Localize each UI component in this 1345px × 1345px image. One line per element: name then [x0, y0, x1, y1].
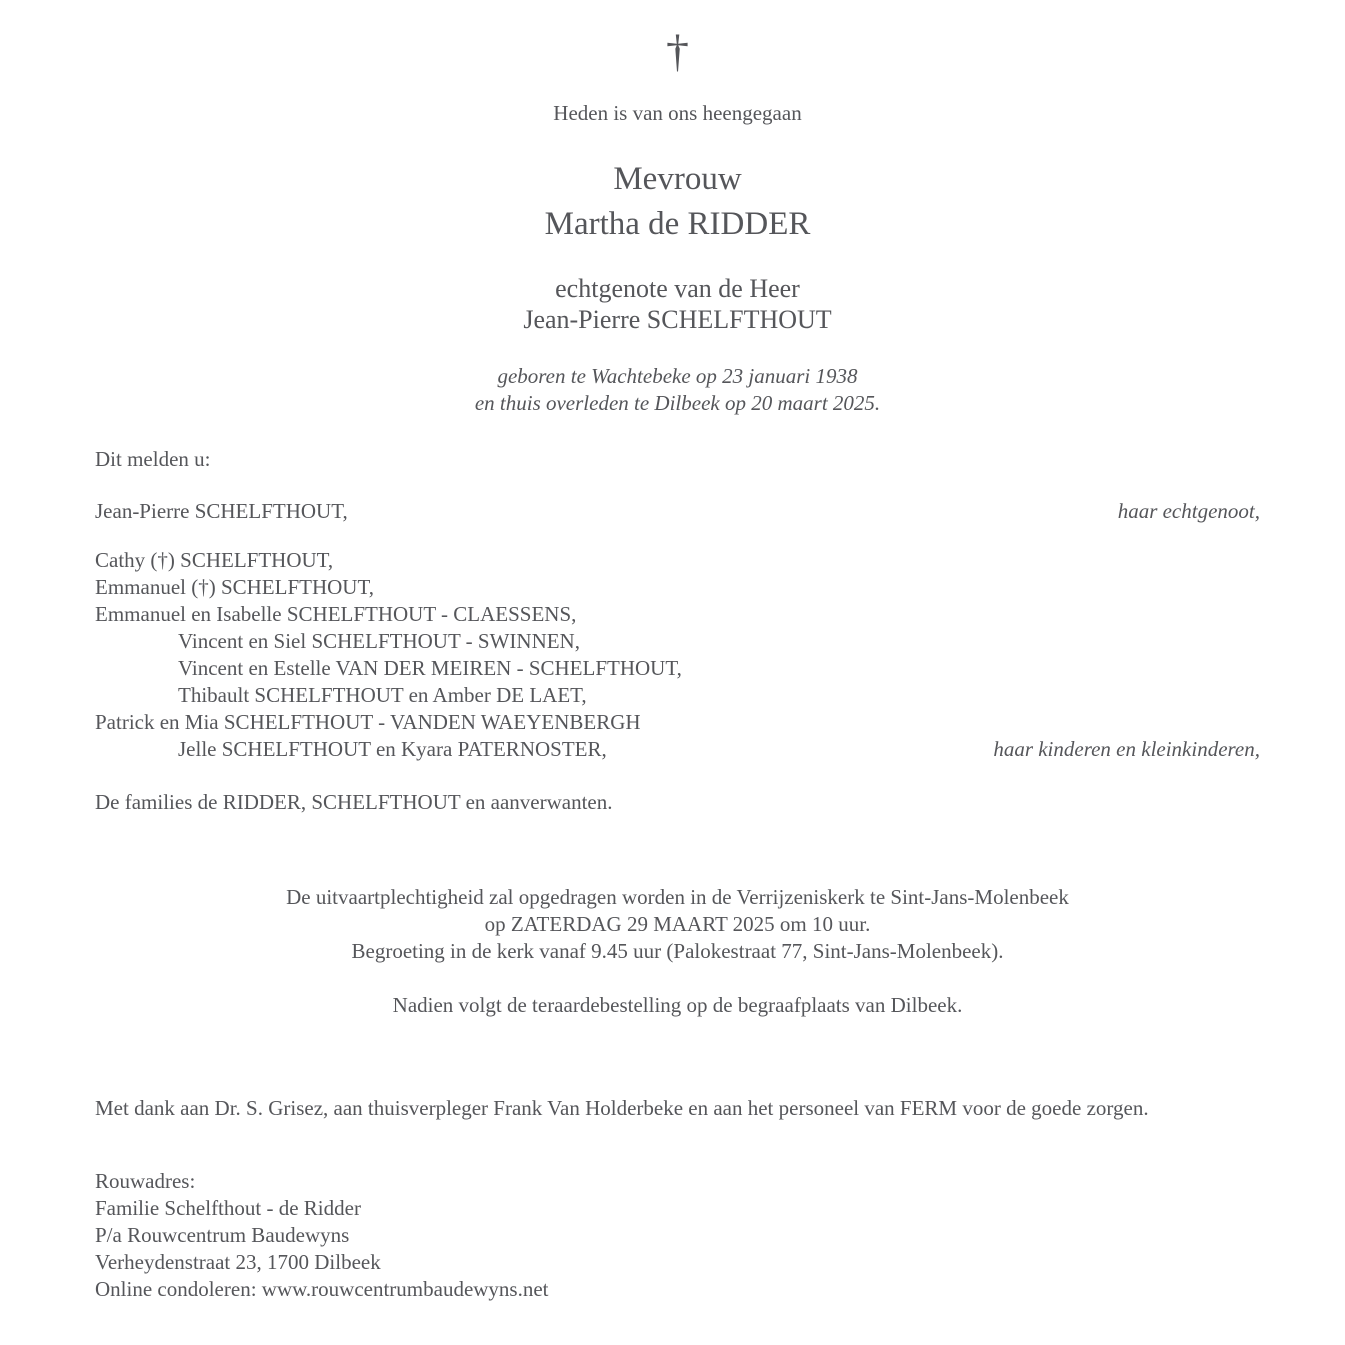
mourning-address-line: Verheydenstraat 23, 1700 Dilbeek: [95, 1250, 381, 1274]
families-line: De families de RIDDER, SCHELFTHOUT en aanverwanten.: [95, 790, 613, 814]
family-last-row: [95, 736, 1260, 763]
death-line: en thuis overleden te Dilbeek op 20 maart 2025.: [474, 391, 881, 415]
intro-line: Heden is van ons heengegaan: [553, 101, 802, 125]
deceased-title-block: [95, 157, 1260, 247]
ceremony-line-3: Begroeting in de kerk vanaf 9.45 uur (Palokestraat 77, Sint-Jans-Molenbeek).: [351, 939, 1004, 963]
cross-icon: †: [666, 25, 689, 76]
ceremony-line-2: op ZATERDAG 29 MAART 2025 om 10 uur.: [484, 912, 871, 936]
deceased-name: Martha de RIDDER: [544, 206, 811, 242]
salutation: Mevrouw: [613, 161, 742, 197]
family-line: Thibault SCHELFTHOUT en Amber DE LAET,: [178, 683, 587, 707]
spouse-of-line: echtgenote van de Heer: [555, 274, 800, 303]
birth-death-dates: [95, 363, 1260, 417]
spouse-relation-label: haar echtgenoot,: [1117, 499, 1260, 523]
family-relation-label: haar kinderen en kleinkinderen,: [993, 737, 1260, 761]
ceremony-line-1: De uitvaartplechtigheid zal opgedragen worden in de Verrijzeniskerk te Sint-Jans-Molenbeek: [286, 885, 1069, 909]
birth-line: geboren te Wachtebeke op 23 januari 1938: [497, 364, 858, 388]
family-line: Cathy (†) SCHELFTHOUT,: [95, 548, 334, 572]
mourning-address-line: Online condoleren: www.rouwcentrumbaudewyns.net: [95, 1277, 549, 1301]
family-line: Emmanuel en Isabelle SCHELFTHOUT - CLAESSENS,: [95, 602, 577, 626]
family-line: Vincent en Siel SCHELFTHOUT - SWINNEN,: [178, 629, 580, 653]
spouse-subtitle-block: [95, 273, 1260, 335]
spouse-row: [95, 498, 1260, 525]
ceremony-paragraph: [95, 884, 1260, 965]
family-line: Patrick en Mia SCHELFTHOUT - VANDEN WAEYENBERGH: [95, 710, 641, 734]
spouse-name: Jean-Pierre SCHELFTHOUT: [523, 305, 832, 334]
announcement-lead: Dit melden u:: [95, 447, 211, 471]
family-line: Emmanuel (†) SCHELFTHOUT,: [95, 575, 374, 599]
mourning-address-label: Rouwadres:: [95, 1169, 196, 1193]
family-line: Vincent en Estelle VAN DER MEIREN - SCHELFTHOUT,: [178, 656, 682, 680]
family-line: Jelle SCHELFTHOUT en Kyara PATERNOSTER,: [178, 737, 607, 761]
thanks-line: Met dank aan Dr. S. Grisez, aan thuisverpleger Frank Van Holderbeke en aan het personeel van FERM voor de goede zorgen.: [95, 1096, 1149, 1120]
family-list: [95, 547, 1260, 763]
mourning-address-block: [95, 1168, 1260, 1303]
mourning-address-line: Familie Schelfthout - de Ridder: [95, 1196, 361, 1220]
spouse-name-line: Jean-Pierre SCHELFTHOUT,: [95, 499, 348, 523]
burial-line: Nadien volgt de teraardebestelling op de begraafplaats van Dilbeek.: [392, 993, 963, 1017]
mourning-address-line: P/a Rouwcentrum Baudewyns: [95, 1223, 350, 1247]
